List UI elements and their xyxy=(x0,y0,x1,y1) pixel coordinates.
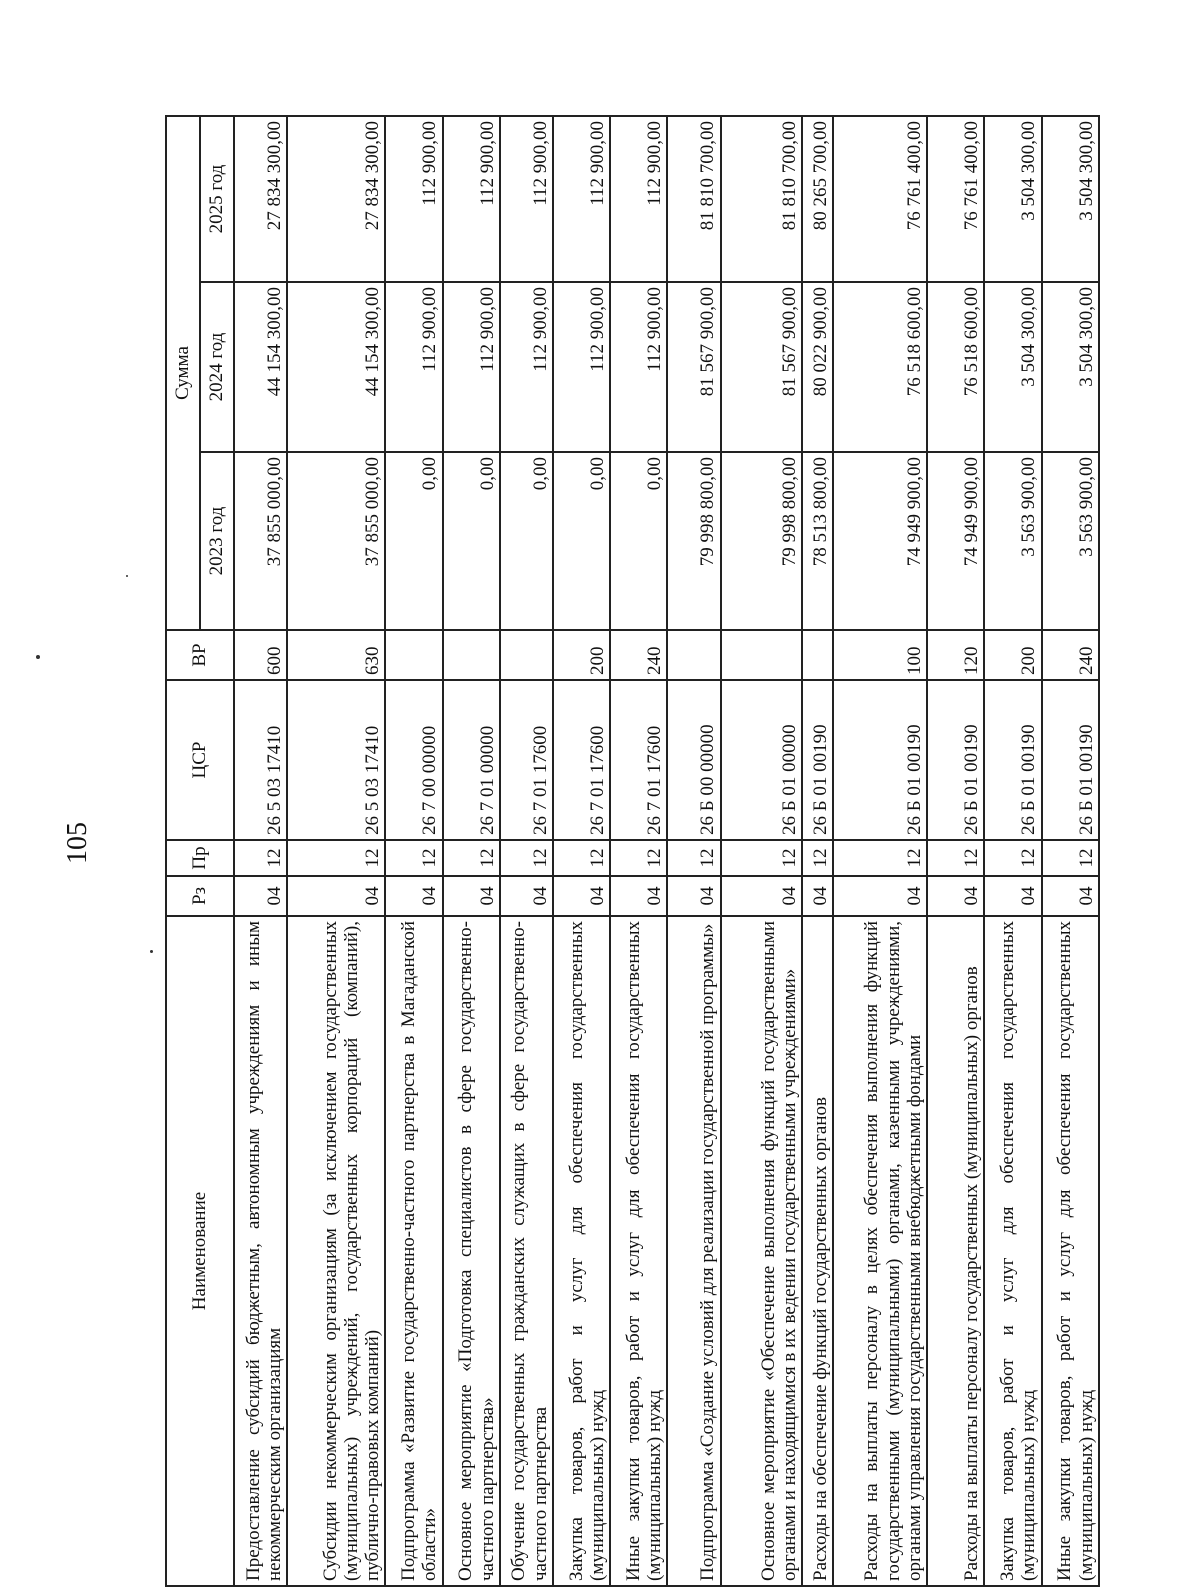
row-vr xyxy=(385,630,442,680)
header-vr: ВР xyxy=(166,630,234,680)
row-2024: 112 900,00 xyxy=(500,282,553,452)
row-csr: 26 Б 01 00190 xyxy=(1042,680,1099,840)
row-2023: 79 998 800,00 xyxy=(721,452,803,630)
row-vr xyxy=(802,630,833,680)
row-pr: 12 xyxy=(1042,840,1099,876)
row-csr: 26 5 03 17410 xyxy=(287,680,385,840)
row-2023: 3 563 900,00 xyxy=(984,452,1041,630)
row-csr: 26 Б 01 00000 xyxy=(721,680,803,840)
table-row xyxy=(500,116,553,1586)
budget-table xyxy=(165,115,1100,1587)
row-2023: 78 513 800,00 xyxy=(802,452,833,630)
row-2025: 76 761 400,00 xyxy=(833,116,927,282)
row-2024: 76 518 600,00 xyxy=(927,282,984,452)
row-csr: 26 Б 01 00190 xyxy=(802,680,833,840)
row-rz: 04 xyxy=(802,876,833,916)
row-csr: 26 Б 01 00190 xyxy=(984,680,1041,840)
row-2025: 112 900,00 xyxy=(553,116,610,282)
row-rz: 04 xyxy=(287,876,385,916)
row-vr: 100 xyxy=(833,630,927,680)
row-csr: 26 7 01 00000 xyxy=(443,680,500,840)
row-pr: 12 xyxy=(721,840,803,876)
row-pr: 12 xyxy=(500,840,553,876)
row-vr xyxy=(443,630,500,680)
row-2024: 112 900,00 xyxy=(385,282,442,452)
row-2023: 0,00 xyxy=(500,452,553,630)
row-pr: 12 xyxy=(833,840,927,876)
row-pr: 12 xyxy=(385,840,442,876)
table-row xyxy=(385,116,442,1586)
row-vr xyxy=(667,630,720,680)
header-name: Наименование xyxy=(166,916,234,1586)
row-rz: 04 xyxy=(1042,876,1099,916)
row-name: Закупка товаров, работ и услуг для обеспечения государственных (муниципальных) нужд xyxy=(984,916,1041,1586)
row-vr: 200 xyxy=(984,630,1041,680)
table-row xyxy=(1042,116,1099,1586)
scan-speck xyxy=(150,950,153,953)
row-vr: 240 xyxy=(610,630,667,680)
row-rz: 04 xyxy=(721,876,803,916)
row-2023: 0,00 xyxy=(610,452,667,630)
row-2025: 112 900,00 xyxy=(500,116,553,282)
row-pr: 12 xyxy=(553,840,610,876)
table-row xyxy=(802,116,833,1586)
table-row xyxy=(610,116,667,1586)
row-name: Основное мероприятие «Подготовка специалистов в сфере государственно-частного партнерства» xyxy=(443,916,500,1586)
header-csr: ЦСР xyxy=(166,680,234,840)
row-name: Подпрограмма «Создание условий для реализации государственной программы» xyxy=(667,916,720,1586)
table-row xyxy=(833,116,927,1586)
rotated-table-wrapper xyxy=(165,117,1100,1587)
row-2024: 80 022 900,00 xyxy=(802,282,833,452)
table-row xyxy=(984,116,1041,1586)
row-rz: 04 xyxy=(500,876,553,916)
row-csr: 26 7 01 17600 xyxy=(610,680,667,840)
table-row xyxy=(287,116,385,1586)
row-rz: 04 xyxy=(667,876,720,916)
row-rz: 04 xyxy=(443,876,500,916)
row-rz: 04 xyxy=(927,876,984,916)
row-2024: 3 504 300,00 xyxy=(1042,282,1099,452)
table-body xyxy=(234,116,1099,1586)
row-2024: 3 504 300,00 xyxy=(984,282,1041,452)
row-csr: 26 Б 00 00000 xyxy=(667,680,720,840)
row-name: Подпрограмма «Развитие государственно-частного партнерства в Магаданской области» xyxy=(385,916,442,1586)
row-2023: 74 949 900,00 xyxy=(833,452,927,630)
table-header xyxy=(166,116,234,1586)
row-2025: 81 810 700,00 xyxy=(667,116,720,282)
row-2023: 0,00 xyxy=(553,452,610,630)
row-name: Иные закупки товаров, работ и услуг для обеспечения государственных (муниципальных) нужд xyxy=(1042,916,1099,1586)
row-2025: 76 761 400,00 xyxy=(927,116,984,282)
row-rz: 04 xyxy=(984,876,1041,916)
row-2025: 27 834 300,00 xyxy=(234,116,287,282)
table-row xyxy=(443,116,500,1586)
row-csr: 26 7 01 17600 xyxy=(553,680,610,840)
row-name: Расходы на выплаты персоналу в целях обеспечения выполнения функций государственными (муниципальными) органами, казенными учреждениями, органами управления государственными внебюджетными фондами xyxy=(833,916,927,1586)
row-rz: 04 xyxy=(385,876,442,916)
row-vr: 120 xyxy=(927,630,984,680)
row-rz: 04 xyxy=(553,876,610,916)
table-row xyxy=(234,116,287,1586)
row-name: Иные закупки товаров, работ и услуг для обеспечения государственных (муниципальных) нужд xyxy=(610,916,667,1586)
row-csr: 26 7 01 17600 xyxy=(500,680,553,840)
row-name: Расходы на выплаты персоналу государственных (муниципальных) органов xyxy=(927,916,984,1586)
row-2025: 112 900,00 xyxy=(610,116,667,282)
row-2025: 112 900,00 xyxy=(385,116,442,282)
row-vr: 600 xyxy=(234,630,287,680)
row-2024: 81 567 900,00 xyxy=(667,282,720,452)
row-2024: 44 154 300,00 xyxy=(234,282,287,452)
row-rz: 04 xyxy=(610,876,667,916)
row-2025: 3 504 300,00 xyxy=(984,116,1041,282)
page-number: 105 xyxy=(62,822,93,864)
row-name: Субсидии некоммерческим организациям (за исключением государственных (муниципальных) учреждений, государственных корпораций (компаний), публично-правовых компаний) xyxy=(287,916,385,1586)
row-2024: 112 900,00 xyxy=(553,282,610,452)
row-name: Расходы на обеспечение функций государственных органов xyxy=(802,916,833,1586)
row-2023: 3 563 900,00 xyxy=(1042,452,1099,630)
row-pr: 12 xyxy=(287,840,385,876)
table-row xyxy=(721,116,803,1586)
row-2023: 37 855 000,00 xyxy=(234,452,287,630)
header-pr: Пр xyxy=(166,840,234,876)
row-name: Обучение государственных гражданских служащих в сфере государственно-частного партнерства xyxy=(500,916,553,1586)
row-2023: 37 855 000,00 xyxy=(287,452,385,630)
row-name: Закупка товаров, работ и услуг для обеспечения государственных (муниципальных) нужд xyxy=(553,916,610,1586)
row-pr: 12 xyxy=(610,840,667,876)
header-2025: 2025 год xyxy=(200,116,234,282)
row-csr: 26 Б 01 00190 xyxy=(833,680,927,840)
row-rz: 04 xyxy=(234,876,287,916)
row-pr: 12 xyxy=(443,840,500,876)
row-2023: 74 949 900,00 xyxy=(927,452,984,630)
row-2023: 79 998 800,00 xyxy=(667,452,720,630)
header-sum: Сумма xyxy=(166,116,200,630)
row-2023: 0,00 xyxy=(443,452,500,630)
row-vr xyxy=(500,630,553,680)
table-row xyxy=(927,116,984,1586)
row-pr: 12 xyxy=(234,840,287,876)
row-pr: 12 xyxy=(984,840,1041,876)
row-csr: 26 7 00 00000 xyxy=(385,680,442,840)
row-2025: 81 810 700,00 xyxy=(721,116,803,282)
row-vr xyxy=(721,630,803,680)
row-2025: 3 504 300,00 xyxy=(1042,116,1099,282)
row-vr: 240 xyxy=(1042,630,1099,680)
header-2024: 2024 год xyxy=(200,282,234,452)
row-pr: 12 xyxy=(927,840,984,876)
row-2024: 76 518 600,00 xyxy=(833,282,927,452)
header-2023: 2023 год xyxy=(200,452,234,630)
row-2024: 44 154 300,00 xyxy=(287,282,385,452)
row-csr: 26 5 03 17410 xyxy=(234,680,287,840)
table-row xyxy=(667,116,720,1586)
row-2025: 27 834 300,00 xyxy=(287,116,385,282)
row-name: Основное мероприятие «Обеспечение выполнения функций государственными органами и находящимися в их ведении государственными учреждениями» xyxy=(721,916,803,1586)
row-2024: 112 900,00 xyxy=(610,282,667,452)
row-pr: 12 xyxy=(802,840,833,876)
row-2025: 112 900,00 xyxy=(443,116,500,282)
table-row xyxy=(553,116,610,1586)
row-name: Предоставление субсидий бюджетным, автономным учреждениям и иным некоммерческим организациям xyxy=(234,916,287,1586)
row-pr: 12 xyxy=(667,840,720,876)
row-2024: 112 900,00 xyxy=(443,282,500,452)
row-vr: 200 xyxy=(553,630,610,680)
row-vr: 630 xyxy=(287,630,385,680)
row-2025: 80 265 700,00 xyxy=(802,116,833,282)
scan-speck xyxy=(126,575,128,577)
row-rz: 04 xyxy=(833,876,927,916)
header-rz: Рз xyxy=(166,876,234,916)
row-2024: 81 567 900,00 xyxy=(721,282,803,452)
row-2023: 0,00 xyxy=(385,452,442,630)
scan-speck xyxy=(36,655,40,659)
row-csr: 26 Б 01 00190 xyxy=(927,680,984,840)
